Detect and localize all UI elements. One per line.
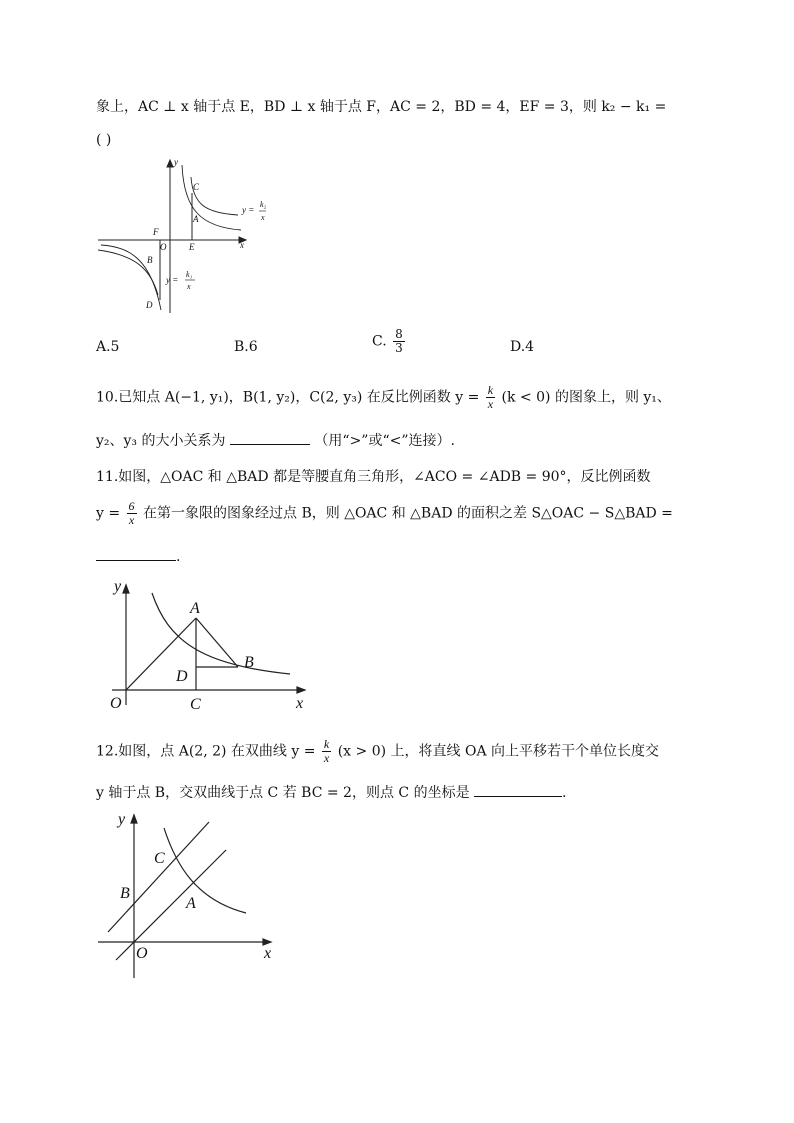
q12-fig-O: O (136, 945, 148, 962)
q10-text-c: y₂、y₃ 的大小关系为 (96, 433, 226, 449)
q9-option-c-num: 8 (395, 327, 403, 341)
q11-line1: 11.如图，△OAC 和 △BAD 都是等腰直角三角形，∠ACO = ∠ADB = 90°，反比例函数 (96, 469, 651, 485)
q12-fig-y: y (118, 811, 126, 828)
q11-fig-A: A (190, 600, 200, 617)
q11-line2 (96, 500, 673, 527)
q12-fraction (322, 738, 331, 765)
q9-answer-bracket: ( ) (96, 132, 112, 148)
q10-text-d: （用“>”或“<”连接）. (314, 433, 455, 449)
q9-fig-C: C (193, 182, 200, 192)
q9-line1: 象上，AC ⊥ x 轴于点 E，BD ⊥ x 轴于点 F，AC = 2，BD = 4，EF = 3，则 k₂ − k₁ = (96, 99, 667, 115)
q11-fig-y: y (114, 578, 122, 595)
q9-fig-F: F (153, 227, 159, 237)
q11-text-b: 在第一象限的图象经过点 B，则 △OAC 和 △BAD 的面积之差 S△OAC − S△BAD = (143, 505, 673, 522)
q12-fig-C: C (154, 850, 165, 867)
q9-fig-x1: x (187, 282, 191, 291)
q9-fig-eq2: y = (242, 205, 255, 215)
q11-end: . (176, 549, 181, 565)
q9-option-c-den: 3 (395, 341, 403, 356)
q9-fig-A: A (193, 214, 199, 224)
q12-text-b: (x > 0) 上，将直线 OA 向上平移若干个单位长度交 (337, 743, 659, 760)
q10-answer-blank[interactable] (230, 432, 310, 445)
q9-option-c-fraction (393, 328, 405, 355)
q11-fig-x: x (296, 695, 304, 712)
q9-fig-x: x (240, 240, 244, 250)
q10-line2 (96, 430, 455, 450)
q9-figure (96, 155, 266, 315)
q10-fraction (486, 384, 495, 411)
q12-line2 (96, 782, 566, 802)
q9-option-b: B.6 (234, 339, 258, 355)
q11-figure (100, 575, 320, 715)
q12-frac-num: k (323, 737, 330, 751)
q9-option-a: A.5 (96, 339, 120, 355)
q10-line1 (96, 384, 671, 411)
q11-text-a: y = (96, 505, 121, 522)
q11-answer-blank[interactable] (96, 548, 176, 561)
q9-fig-x2: x (261, 213, 265, 222)
q11-frac-num: 6 (128, 499, 135, 513)
q9-fig-y: y (174, 157, 178, 167)
q12-fig-A: A (186, 895, 196, 912)
q10-text-b: (k < 0) 的图象上，则 y₁、 (501, 389, 671, 406)
q12-text-c: y 轴于点 B，交双曲线于点 C 若 BC = 2，则点 C 的坐标是 (96, 785, 470, 801)
q11-fig-C: C (190, 696, 201, 713)
q12-frac-den: x (323, 751, 330, 766)
q9-option-c (372, 328, 407, 355)
q9-option-d: D.4 (510, 339, 535, 355)
q11-fig-D: D (176, 668, 188, 685)
q9-fig-E: E (189, 242, 195, 252)
q11-fraction (127, 500, 137, 527)
q9-fig-eq1: y = (166, 275, 179, 285)
q11-fig-B: B (244, 654, 254, 671)
q9-fig-D: D (146, 300, 153, 310)
q12-figure (96, 810, 286, 985)
q10-frac-den: x (487, 397, 494, 412)
q9-fig-k2: k₂ (260, 200, 266, 209)
q12-end: . (562, 785, 567, 801)
q9-fig-B: B (147, 255, 153, 265)
q11-fig-O: O (110, 695, 122, 712)
q10-frac-num: k (487, 383, 494, 397)
q12-line1 (96, 738, 659, 765)
q12-fig-B: B (120, 885, 130, 902)
q12-text-a: 12.如图，点 A(2, 2) 在双曲线 y = (96, 743, 316, 760)
q10-text-a: 10.已知点 A(−1, y₁)，B(1, y₂)，C(2, y₃) 在反比例函数 y = (96, 389, 480, 406)
q9-fig-k1: k₁ (186, 270, 193, 279)
q9-fig-O: O (160, 242, 167, 252)
q11-line3 (96, 548, 180, 565)
q12-answer-blank[interactable] (474, 784, 562, 797)
q9-option-c-prefix: C. (372, 333, 387, 350)
q12-fig-x: x (264, 945, 272, 962)
q11-frac-den: x (128, 513, 135, 528)
